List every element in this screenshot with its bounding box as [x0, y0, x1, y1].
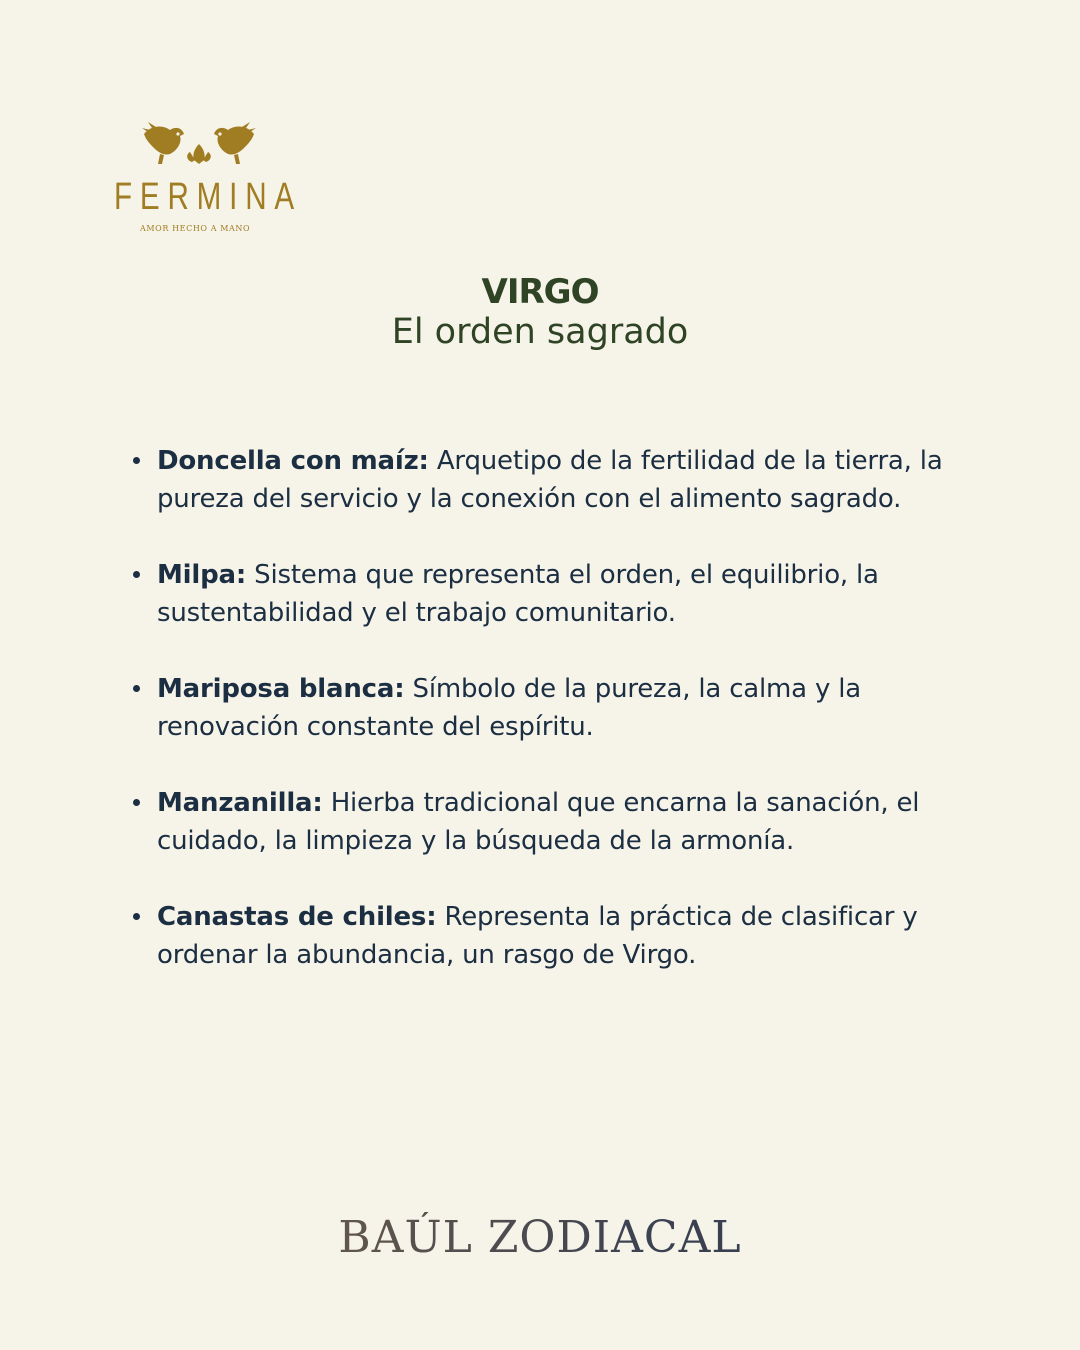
bullet-icon [133, 457, 140, 464]
item-description: Símbolo de la pureza, la calma y la renovación constante del espíritu. [157, 674, 861, 742]
item-term: Mariposa blanca: [157, 674, 405, 704]
list-item [157, 442, 987, 518]
page-subtitle: El orden sagrado [391, 312, 689, 352]
item-term: Doncella con maíz: [157, 446, 429, 476]
bullet-icon [133, 571, 140, 578]
item-description: Sistema que representa el orden, el equilibrio, la sustentabilidad y el trabajo comunitario. [157, 560, 879, 628]
list-item [157, 556, 987, 632]
item-term: Manzanilla: [157, 788, 323, 818]
item-description: Hierba tradicional que encarna la sanación, el cuidado, la limpieza y la búsqueda de la armonía. [157, 788, 920, 856]
item-description: Arquetipo de la fertilidad de la tierra, la pureza del servicio y la conexión con el alimento sagrado. [157, 446, 943, 514]
item-description: Representa la práctica de clasificar y ordenar la abundancia, un rasgo de Virgo. [157, 902, 918, 970]
item-term: Milpa: [157, 560, 247, 590]
bullet-icon [133, 913, 140, 920]
list-item [157, 898, 987, 974]
brand-tagline: AMOR HECHO A MANO [140, 224, 251, 233]
brand-name: FERMINA [114, 176, 302, 218]
bullet-icon [133, 685, 140, 692]
list-item [157, 670, 987, 746]
item-term: Canastas de chiles: [157, 902, 437, 932]
page-title: VIRGO [481, 272, 599, 312]
footer-title: BAÚL ZODIACAL [0, 1212, 1080, 1263]
list-item [157, 784, 987, 860]
bullet-icon [133, 799, 140, 806]
